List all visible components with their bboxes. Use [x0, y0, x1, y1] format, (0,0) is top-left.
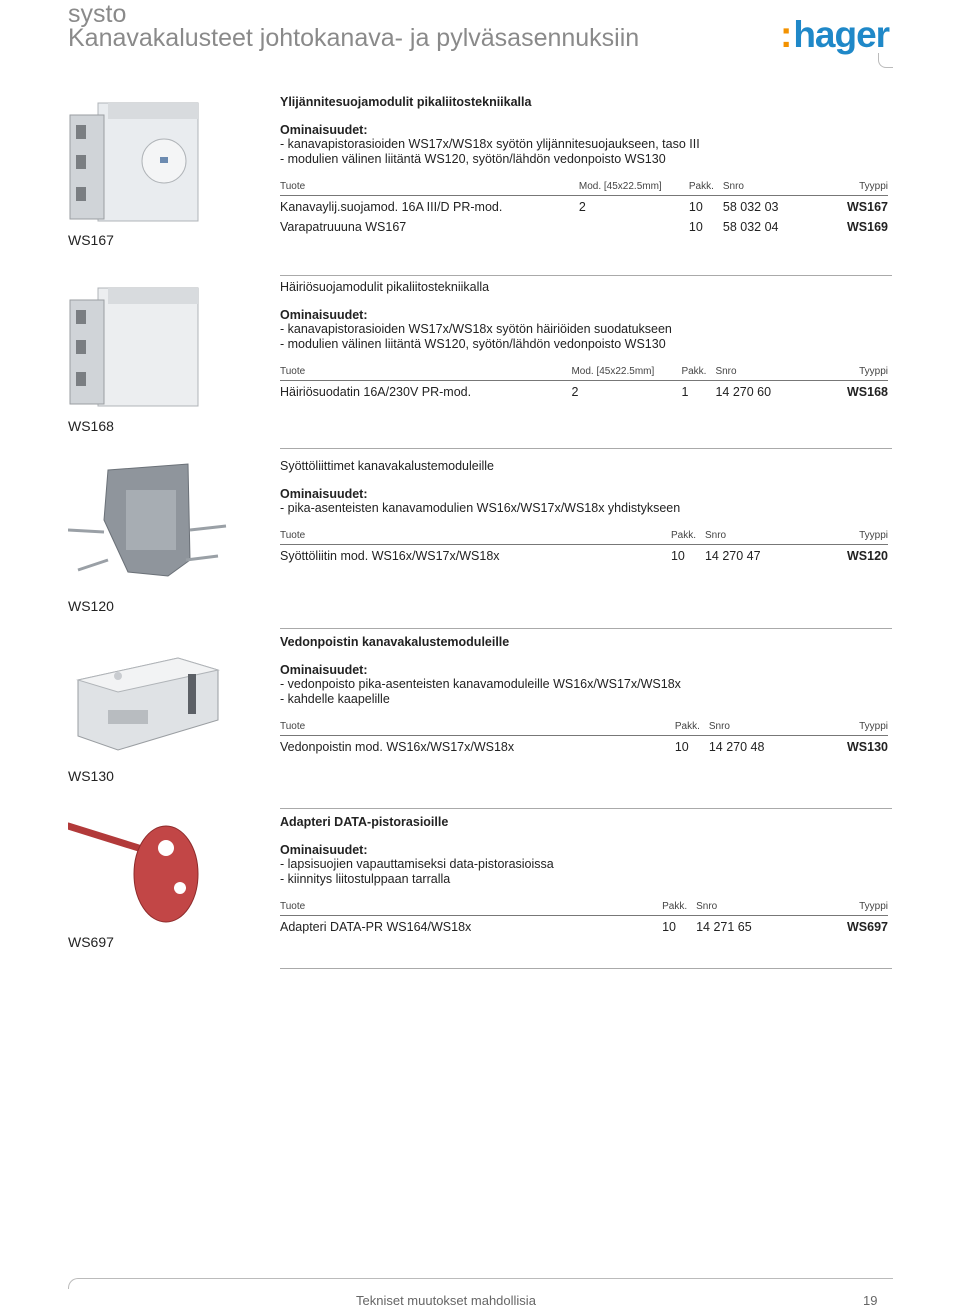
cell-pakk: 10	[688, 200, 703, 214]
filter-module-image	[68, 282, 228, 412]
feature-line: - modulien välinen liitäntä WS120, syötön/lähdön vedonpoisto WS130	[280, 337, 666, 351]
section-content	[280, 280, 892, 401]
cell-pakk: 10	[674, 740, 689, 754]
col-header-tuote: Tuote	[280, 901, 662, 916]
cell-tuote: Adapteri DATA-PR WS164/WS18x	[280, 920, 472, 934]
cell-pakk: 10	[670, 549, 685, 563]
col-header-snro: Snro	[705, 530, 815, 545]
surge-module-image	[68, 95, 228, 230]
cell-tuote: Vedonpoistin mod. WS16x/WS17x/WS18x	[280, 740, 515, 754]
col-header-pakk: Pakk.	[689, 181, 723, 196]
cell-snro: 14 270 60	[715, 385, 772, 399]
product-table	[280, 721, 888, 756]
features-heading: Ominaisuudet:	[280, 843, 368, 857]
header-title-line1: systo	[68, 0, 127, 28]
cell-snro: 58 032 03	[722, 200, 779, 214]
section-content	[280, 815, 892, 936]
col-header-pakk: Pakk.	[681, 366, 715, 381]
col-header-tuote: Tuote	[280, 366, 571, 381]
feature-line: - kanavapistorasioiden WS17x/WS18x syötön häiriöiden suodatukseen	[280, 322, 672, 336]
cell-tyyppi: WS697	[847, 920, 888, 934]
footer-note: Tekniset muutokset mahdollisia	[356, 1293, 536, 1308]
cell-tyyppi: WS167	[847, 200, 888, 214]
feature-line: - lapsisuojien vapauttamiseksi data-pistorasioissa	[280, 857, 554, 871]
cell-tyyppi: WS169	[847, 220, 888, 234]
table-row	[280, 916, 888, 937]
features-heading: Ominaisuudet:	[280, 487, 368, 501]
section-title: Ylijännitesuojamodulit pikaliitostekniikalla	[280, 95, 532, 109]
col-header-pakk: Pakk.	[671, 530, 705, 545]
feature-line: - kiinnitys liitostulppaan tarralla	[280, 872, 451, 886]
features-heading: Ominaisuudet:	[280, 308, 368, 322]
header-title-line2: Kanavakalusteet johtokanava- ja pylväsasennuksiin	[68, 24, 640, 52]
product-table	[280, 181, 888, 236]
col-header-tyyppi: Tyyppi	[825, 366, 888, 381]
ref-label-ws168: WS168	[68, 418, 114, 434]
feature-line: - kanavapistorasioiden WS17x/WS18x syötön ylijännitesuojaukseen, taso III	[280, 137, 700, 151]
cell-mod: 2	[578, 200, 586, 214]
feature-line: - modulien välinen liitäntä WS120, syötön/lähdön vedonpoisto WS130	[280, 152, 666, 166]
col-header-snro: Snro	[723, 181, 833, 196]
cell-tyyppi: WS130	[847, 740, 888, 754]
data-adapter-image	[68, 818, 228, 928]
ref-label-ws697: WS697	[68, 934, 114, 950]
section-content	[280, 459, 892, 565]
cell-tuote: Häiriösuodatin 16A/230V PR-mod.	[280, 385, 472, 399]
cell-snro: 14 271 65	[696, 920, 752, 934]
cell-snro: 14 270 48	[708, 740, 765, 754]
features-heading: Ominaisuudet:	[280, 663, 368, 677]
ref-label-ws130: WS130	[68, 768, 114, 784]
cell-tuote: Varapatruuuna WS167	[280, 220, 407, 234]
cell-snro: 14 270 47	[704, 549, 761, 563]
col-header-pakk: Pakk.	[675, 721, 709, 736]
cell-snro: 58 032 04	[722, 220, 779, 234]
table-row	[280, 736, 888, 757]
cell-mod: 2	[571, 385, 579, 399]
features-heading: Ominaisuudet:	[280, 123, 368, 137]
footer-line	[68, 1278, 893, 1289]
product-table	[280, 530, 888, 565]
product-table	[280, 366, 888, 401]
section-divider	[280, 275, 892, 276]
table-row	[280, 216, 888, 236]
ref-label-ws167: WS167	[68, 232, 114, 248]
col-header-tuote: Tuote	[280, 721, 675, 736]
feature-line: - kahdelle kaapelille	[280, 692, 390, 706]
table-row	[280, 545, 888, 566]
cell-tuote: Kanavaylij.suojamod. 16A III/D PR-mod.	[280, 200, 503, 214]
col-header-tuote: Tuote	[280, 530, 671, 545]
col-header-tuote: Tuote	[280, 181, 579, 196]
feature-line: - pika-asenteisten kanavamodulien WS16x/WS17x/WS18x yhdistykseen	[280, 501, 681, 515]
hager-logo: :hager	[780, 14, 890, 55]
col-header-snro: Snro	[709, 721, 819, 736]
feature-line: - vedonpoisto pika-asenteisten kanavamoduleille WS16x/WS17x/WS18x	[280, 677, 681, 691]
cell-tuote: Syöttöliitin mod. WS16x/WS17x/WS18x	[280, 549, 500, 563]
col-header-tyyppi: Tyyppi	[806, 901, 888, 916]
cell-tyyppi: WS120	[847, 549, 888, 563]
cell-tyyppi: WS168	[847, 385, 888, 399]
cell-pakk: 10	[688, 220, 703, 234]
product-table	[280, 901, 888, 936]
col-header-mod: Mod. [45x22.5mm]	[571, 366, 681, 381]
corner-decoration	[878, 53, 893, 68]
col-header-tyyppi: Tyyppi	[815, 530, 888, 545]
section-title: Vedonpoistin kanavakalustemoduleille	[280, 635, 510, 649]
section-divider	[280, 808, 892, 809]
col-header-mod: Mod. [45x22.5mm]	[579, 181, 689, 196]
table-row	[280, 196, 888, 217]
strain-relief-image	[68, 650, 228, 760]
col-header-snro: Snro	[715, 366, 825, 381]
cell-pakk: 10	[662, 920, 676, 934]
cell-pakk: 1	[681, 385, 689, 399]
ref-label-ws120: WS120	[68, 598, 114, 614]
section-title: Adapteri DATA-pistorasioille	[280, 815, 449, 829]
page-number: 19	[863, 1293, 878, 1308]
section-divider	[280, 448, 892, 449]
col-header-tyyppi: Tyyppi	[819, 721, 888, 736]
cell-mod	[579, 216, 689, 236]
section-title: Häiriösuojamodulit pikaliitostekniikalla	[280, 280, 490, 294]
section-divider	[280, 628, 892, 629]
section-divider	[280, 968, 892, 969]
section-title: Syöttöliittimet kanavakalustemoduleille	[280, 459, 494, 473]
section-content	[280, 635, 892, 756]
col-header-snro: Snro	[696, 901, 806, 916]
connector-image	[68, 460, 228, 585]
col-header-tyyppi: Tyyppi	[833, 181, 888, 196]
section-content	[280, 95, 892, 236]
table-row	[280, 381, 888, 402]
col-header-pakk: Pakk.	[662, 901, 696, 916]
